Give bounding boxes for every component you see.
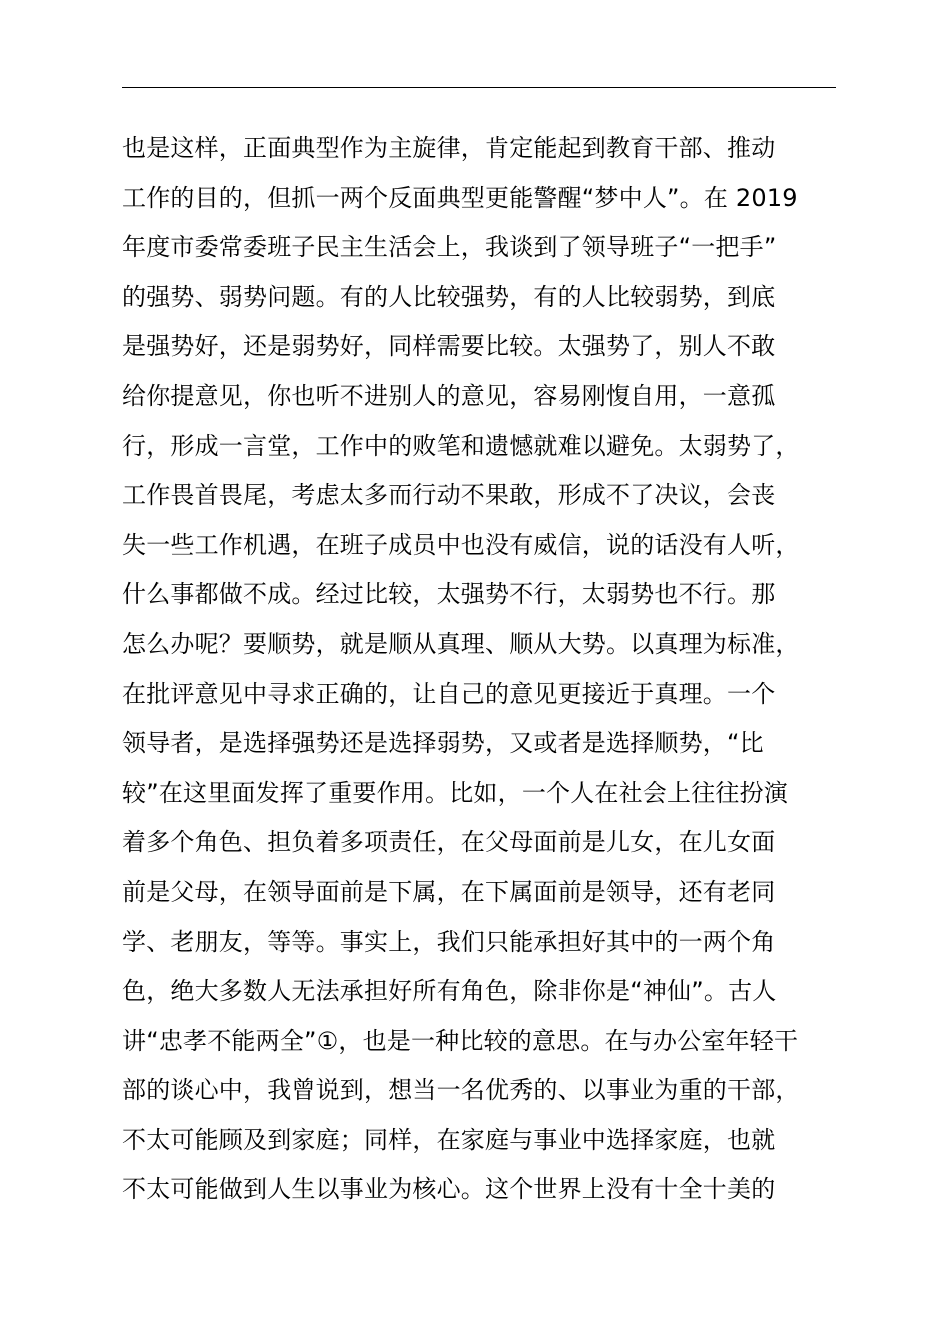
header-divider <box>122 87 836 88</box>
text-line: 工作畏首畏尾，考虑太多而行动不果敢，形成不了决议，会丧 <box>122 481 776 510</box>
text-line: 讲“忠孝不能两全”①，也是一种比较的意思。在与办公室年轻干 <box>122 1026 799 1055</box>
text-line: 什么事都做不成。经过比较，太强势不行，太弱势也不行。那 <box>122 580 776 609</box>
text-line: 领导者，是选择强势还是选择弱势，又或者是选择顺势，“比 <box>122 729 764 758</box>
text-line: 在批评意见中寻求正确的，让自己的意见更接近于真理。一个 <box>122 679 776 708</box>
text-line: 不太可能做到人生以事业为核心。这个世界上没有十全十美的 <box>122 1175 776 1204</box>
text-line: 学、老朋友，等等。事实上，我们只能承担好其中的一两个角 <box>122 927 776 956</box>
body-paragraph <box>122 124 882 1215</box>
text-line: 也是这样，正面典型作为主旋律，肯定能起到教育干部、推动 <box>122 134 776 162</box>
text-line: 的强势、弱势问题。有的人比较强势，有的人比较弱势，到底 <box>122 282 776 311</box>
text-line: 部的谈心中，我曾说到，想当一名优秀的、以事业为重的干部， <box>122 1076 800 1105</box>
text-line: 前是父母，在领导面前是下属，在下属面前是领导，还有老同 <box>122 877 776 906</box>
text-line: 失一些工作机遇，在班子成员中也没有威信，说的话没有人听， <box>122 530 800 559</box>
text-line: 色，绝大多数人无法承担好所有角色，除非你是“神仙”。古人 <box>122 977 777 1006</box>
text-line: 是强势好，还是弱势好，同样需要比较。太强势了，别人不敢 <box>122 332 776 361</box>
text-line: 给你提意见，你也听不进别人的意见，容易刚愎自用，一意孤 <box>122 381 776 410</box>
text-line: 年度市委常委班子民主生活会上，我谈到了领导班子“一把手” <box>122 233 777 262</box>
text-line: 着多个角色、担负着多项责任，在父母面前是儿女，在儿女面 <box>122 828 776 857</box>
text-line: 工作的目的，但抓一两个反面典型更能警醒“梦中人”。在 2019 <box>122 183 798 212</box>
text-line: 怎么办呢？要顺势，就是顺从真理、顺从大势。以真理为标准， <box>122 629 800 658</box>
text-line: 不太可能顾及到家庭；同样，在家庭与事业中选择家庭，也就 <box>122 1125 776 1154</box>
text-line: 行，形成一言堂，工作中的败笔和遗憾就难以避免。太弱势了， <box>122 431 800 460</box>
text-line: 较”在这里面发挥了重要作用。比如，一个人在社会上往往扮演 <box>122 778 789 807</box>
